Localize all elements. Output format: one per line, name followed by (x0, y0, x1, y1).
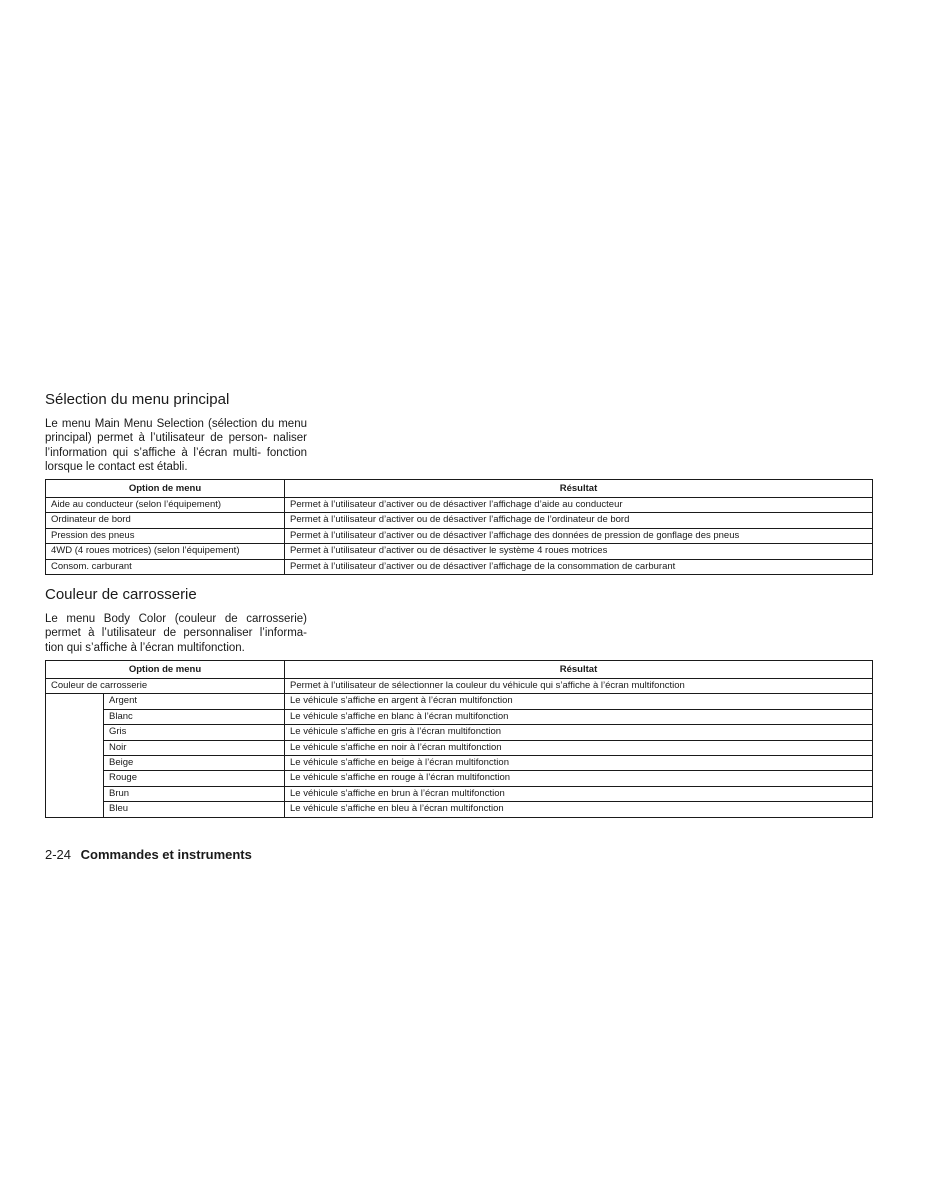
option-cell: Pression des pneus (46, 528, 285, 543)
header-result: Résultat (285, 480, 873, 498)
paragraph-line: menu principal) permet à l’utilisateur de person- (45, 418, 307, 445)
table-row (46, 544, 873, 559)
option-cell: Consom. carburant (46, 559, 285, 574)
result-cell: Permet à l’utilisateur d’activer ou de désactiver l’affichage de la consommation de carburant (285, 559, 873, 574)
paragraph-line: naliser l’information qui s’affiche à l’écran multi- (45, 432, 307, 459)
option-cell: Aide au conducteur (selon l’équipement) (46, 498, 285, 513)
chapter-title: Commandes et instruments (80, 847, 252, 862)
section-paragraph-body-color (45, 612, 307, 655)
table-header-row (46, 661, 873, 679)
table-row (46, 513, 873, 528)
result-cell: Permet à l’utilisateur de sélectionner la couleur du véhicule qui s’affiche à l’écran multifonction (285, 679, 873, 694)
result-cell: Le véhicule s’affiche en bleu à l’écran multifonction (285, 802, 873, 817)
option-cell: 4WD (4 roues motrices) (selon l’équipement) (46, 544, 285, 559)
color-option-cell: Gris (104, 725, 285, 740)
table-row (46, 756, 873, 771)
result-cell: Permet à l’utilisateur d’activer ou de désactiver l’affichage des données de pression de gonflage des pneus (285, 528, 873, 543)
option-cell: Ordinateur de bord (46, 513, 285, 528)
table-row (46, 498, 873, 513)
color-option-cell: Bleu (104, 802, 285, 817)
section-heading-body-color: Couleur de carrosserie (45, 586, 197, 603)
table-row (46, 559, 873, 574)
header-result: Résultat (285, 661, 873, 679)
body-color-options-table (45, 660, 873, 818)
paragraph-line: fonction lorsque le contact est établi. (45, 446, 307, 473)
paragraph-line: permet à l’utilisateur de personnaliser l’informa- (45, 627, 307, 640)
color-option-cell: Rouge (104, 771, 285, 786)
color-option-cell: Brun (104, 786, 285, 801)
color-option-cell: Argent (104, 694, 285, 709)
table-row (46, 709, 873, 724)
table-row (46, 740, 873, 755)
result-cell: Le véhicule s’affiche en blanc à l’écran multifonction (285, 709, 873, 724)
table-row (46, 694, 873, 709)
paragraph-line: Le menu Main Menu Selection (sélection du (45, 418, 275, 430)
result-cell: Permet à l’utilisateur d’activer ou de désactiver le système 4 roues motrices (285, 544, 873, 559)
result-cell: Permet à l’utilisateur d’activer ou de désactiver l’affichage de l’ordinateur de bord (285, 513, 873, 528)
table-row (46, 528, 873, 543)
indent-cell (46, 694, 104, 817)
result-cell: Le véhicule s’affiche en gris à l’écran multifonction (285, 725, 873, 740)
color-option-cell: Beige (104, 756, 285, 771)
section-paragraph-main-menu (45, 417, 307, 474)
page-number: 2-24 (45, 847, 72, 862)
table-row (46, 771, 873, 786)
section-heading-main-menu: Sélection du menu principal (45, 391, 230, 408)
main-menu-options-table (45, 479, 873, 575)
table-row (46, 786, 873, 801)
result-cell: Le véhicule s’affiche en argent à l’écran multifonction (285, 694, 873, 709)
page-footer (45, 847, 252, 862)
table-row (46, 802, 873, 817)
header-option: Option de menu (46, 661, 285, 679)
paragraph-line: tion qui s’affiche à l’écran multifonction. (45, 641, 245, 654)
table-header-row (46, 480, 873, 498)
option-cell: Couleur de carrosserie (46, 679, 285, 694)
color-option-cell: Noir (104, 740, 285, 755)
result-cell: Le véhicule s’affiche en noir à l’écran multifonction (285, 740, 873, 755)
result-cell: Le véhicule s’affiche en beige à l’écran multifonction (285, 756, 873, 771)
paragraph-line: Le menu Body Color (couleur de carrosserie) (45, 613, 307, 625)
table-row (46, 679, 873, 694)
header-option: Option de menu (46, 480, 285, 498)
color-option-cell: Blanc (104, 709, 285, 724)
table-row (46, 725, 873, 740)
result-cell: Permet à l’utilisateur d’activer ou de désactiver l’affichage d’aide au conducteur (285, 498, 873, 513)
result-cell: Le véhicule s’affiche en brun à l’écran multifonction (285, 786, 873, 801)
result-cell: Le véhicule s’affiche en rouge à l’écran multifonction (285, 771, 873, 786)
